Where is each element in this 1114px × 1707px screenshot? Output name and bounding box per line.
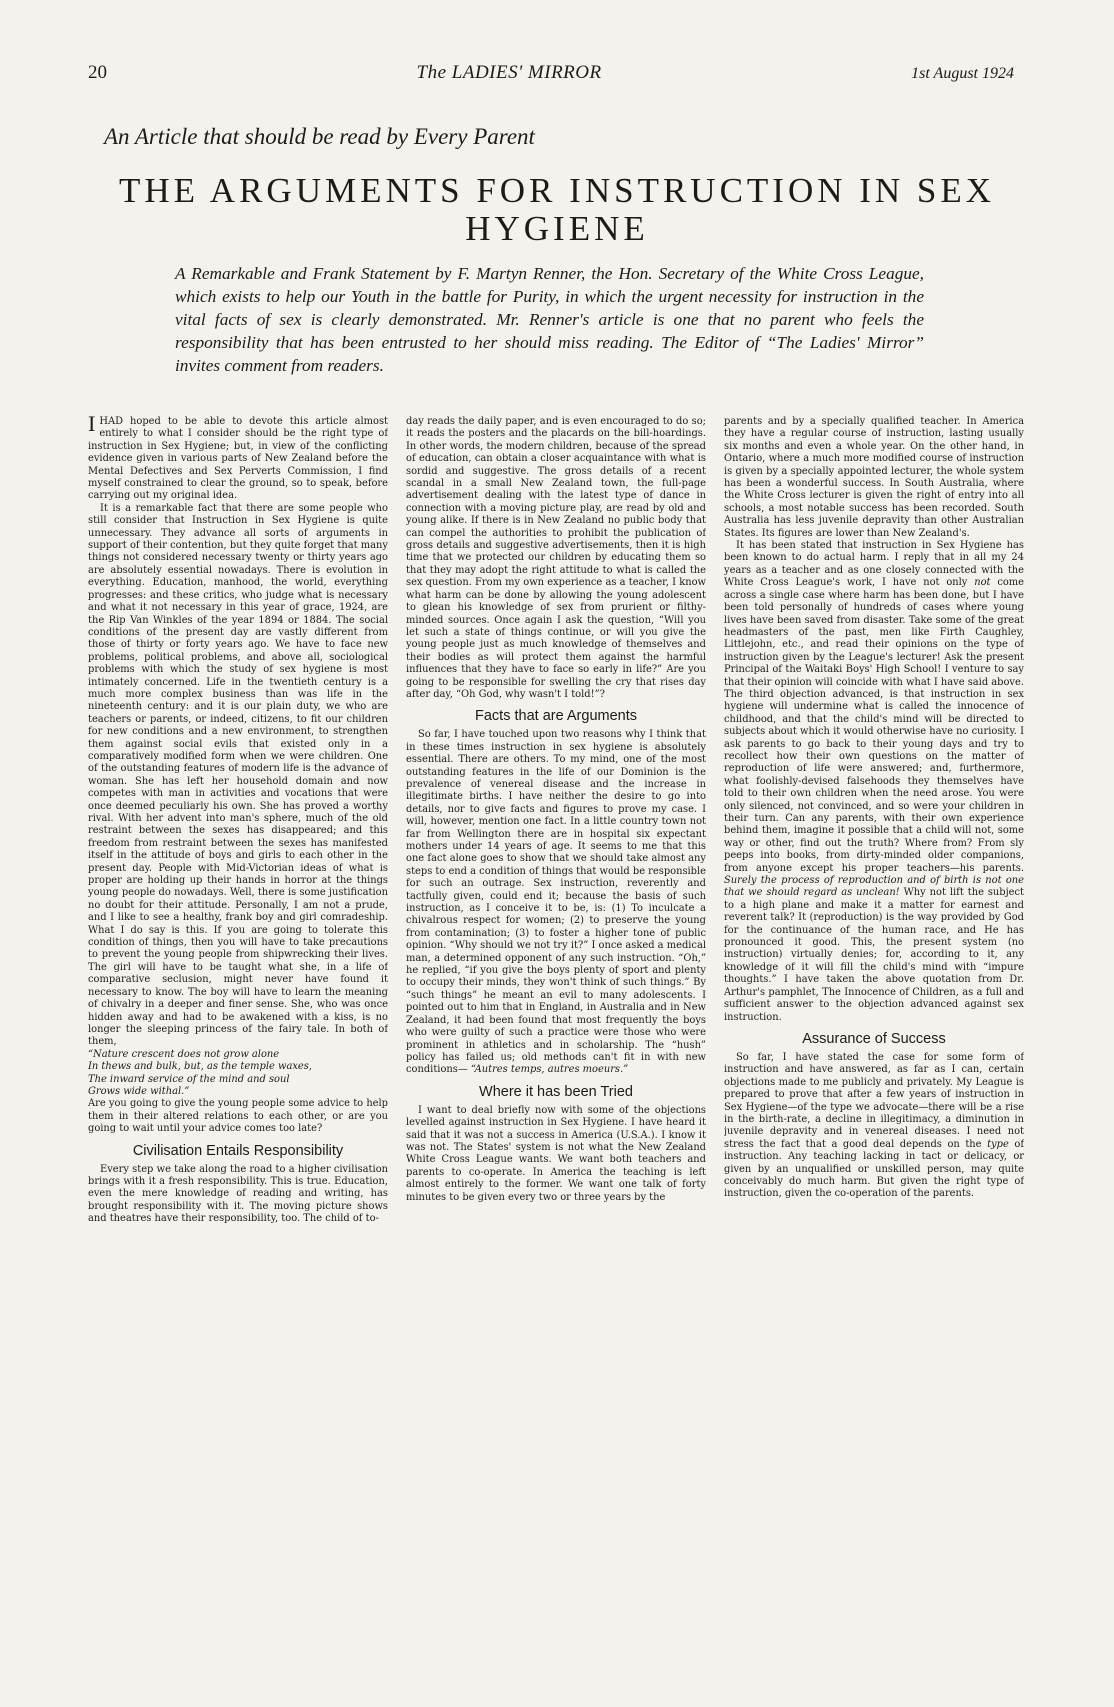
subheading-tried: Where it has been Tried <box>479 1083 633 1100</box>
column-2 <box>406 416 706 1686</box>
column-3 <box>724 416 1024 1686</box>
paragraph: parents and by a specially qualified teacher. In America they have a regular course of instruction, lasting usually six months and even a whole year. On the other hand, in Ontario, where a much more modified course of instruction is given by a specially appointed lecturer, the whole system has been a wonderful success. In South Australia, where the White Cross lecturer is given the right of entry into all schools, a most notable success has been recorded. South Australia has less juvenile depravity than other Australian States. Its figures are lower than New Zealand's. <box>724 416 1024 539</box>
paragraph: day reads the daily paper, and is even encouraged to do so; it reads the posters and the placards on the bill-hoardings. In other words, the modern children, because of the spread of education, can obtain a closer acquaintance with what is sordid and suggestive. The gross details of a recent scandal in a small New Zealand town, the full-page advertisement dealing with the latest type of dance in connection with a moving picture play, are read by old and young alike. If there is in New Zealand no public body that can compel the authorities to prohibit the publication of gross details and suggestive advertisements, then it is high time that we protected our children by educating them so that they may adopt the right attitude to what is called the sex question. From my own experience as a teacher, I know what harm can be done by allowing the young adolescent to glean his knowledge of sex from prurient or filthy-minded sources. Once again I ask the question, “Will you let such a state of things continue, or will you give the young people just as much knowledge of themselves and their bodies as will protect them against the harmful influences that they have to face so early in life?” Are you going to be responsible for swelling the cry that rises day after day, “Oh God, why wasn't I told!”? <box>406 416 706 700</box>
issue-date: 1st August 1924 <box>911 65 1014 82</box>
article-body <box>88 416 1024 1686</box>
verse-line: “Nature crescent does not grow alone <box>88 1048 280 1060</box>
verse-line: In thews and bulk, but, as the temple waxes, <box>88 1061 312 1073</box>
article-kicker: An Article that should be read by Every Parent <box>104 124 535 149</box>
quote: “Autres temps, autres moeurs.” <box>470 1064 629 1076</box>
paragraph: Are you going to give the young people some advice to help them in their altered relations to each other, or are you going to wait until your advice comes too late? <box>88 1098 388 1135</box>
subheading-success: Assurance of Success <box>802 1030 946 1047</box>
subheading-facts: Facts that are Arguments <box>475 708 637 725</box>
paragraph: I want to deal briefly now with some of the objections levelled against instruction in Sex Hygiene. I have heard it said that it was not a success in America (U.S.A.). I know it was not. The States' system is not what the New Zealand White Cross League wants. We want both teachers and parents to co-operate. In America the teaching is left almost entirely to the former. We want one talk of forty minutes to be given every two or three years by the <box>406 1104 706 1203</box>
subheading-civilisation: Civilisation Entails Responsibility <box>132 1142 344 1159</box>
column-1 <box>88 416 388 1686</box>
paragraph: It has been stated that instruction in Sex Hygiene has been known to do actual harm. I reply that in all my 24 years as a teacher and as one closely connected with the White Cross League's work, I have not only not come across a single case where harm has been done, but I have been told personally of hundreds of cases where young lives have been saved from disaster. Take some of the great headmasters of the past, men like Firth Caughley, Littlejohn, etc., and read their opinions on the type of instruction given by the League's lecturer! Ask the present Principal of the Waitaki Boys' High School! I venture to say that their opinion will coincide with what I have said above. The third objection advanced, is that instruction in sex hygiene will undermine what is called the innocence of childhood, and that the child's mind will be directed to subjects about which it would otherwise have no curiosity. I ask parents to go back to their young days and try to recollect how their own questions on the matter of reproduction of life were answered; and, furthermore, what foolishly-devised falsehoods they themselves have told to their own children when the need arose. You were only silenced, not convinced, and so were your children in their turn. Can any parents, with their own experience behind them, imagine it possible that a child will not, some way or other, find out the truth? Where from? From sly peeps into books, from dirty-minded older companions, from anyone except his proper teachers—his parents. Surely the process of reproduction and of birth is not one that we should regard as unclean! Why not lift the subject to a high plane and make it a matter for earnest and reverent talk? It (reproduction) is the way provided by God for the continuance of the human race, and He has pronounced it good. This, the present system (no instruction) virtually denies; for, according to it, any knowledge of it will fill the child's mind with “impure thoughts.” I have taken the above quotation from Dr. Arthur's pamphlet, The Innocence of Children, as a full and sufficient answer to the objection advanced against sex instruction. <box>724 540 1024 1023</box>
drop-cap: I <box>88 416 96 436</box>
running-head <box>88 62 1014 84</box>
paragraph: Every step we take along the road to a higher civilisation brings with it a fresh responsibility. This is true. Education, even the mere knowledge of reading and writing, has brought responsibility with it. The moving picture shows and theatres have their responsibility, too. The child of to- <box>88 1163 388 1225</box>
verse-line: The inward service of the mind and soul <box>88 1073 290 1085</box>
publication-title: The LADIES' MIRROR <box>416 62 602 83</box>
article-headline: THE ARGUMENTS FOR INSTRUCTION IN SEX HYGIENE <box>118 171 996 248</box>
page-number: 20 <box>88 62 107 83</box>
paragraph: So far, I have touched upon two reasons why I think that in these times instruction in sex hygiene is absolutely essential. There are others. To my mind, one of the most outstanding features in the life of our Dominion is the prevalence of venereal disease and the increase in illegitimate births. I have neither the desire to go into details, nor to give facts and figures to prove my case. I will, however, mention one fact. In a little country town not far from Wellington there are in hospital six expectant mothers under 14 years of age. It seems to me that this one fact alone goes to show that we should take almost any steps to end a condition of things that would be responsible for such an outrage. Sex instruction, reverently and tactfully given, could end it; because the basis of such instruction, as I conceive it to be, is: (1) To inculcate a chivalrous respect for women; (2) to preserve the young from contamination; (3) to foster a higher tone of public opinion. “Why should we not try it?” I once asked a medical man, a determined opponent of any such instruction. “Oh,” he replied, “if you give the boys plenty of sport and plenty to occupy their minds, they won't think of such things.” By “such things” he meant an evil to many adolescents. I pointed out to him that in England, in Australia and in New Zealand, it had been found that most frequently the boys who were guilty of such a practice were those who were prominent in athletics and in scholarship. The “hush” policy has failed us; old methods can't fit in with new conditions— “Autres temps, autres moeurs.” <box>406 729 706 1076</box>
paragraph: IHAD hoped to be able to devote this article almost entirely to what I consider should be the right type of instruction in Sex Hygiene; but, in view of the conflicting evidence given in various parts of New Zealand before the Mental Defectives and Sex Perverts Commission, I find myself constrained to clear the ground, so to speak, before carrying out my original idea. <box>88 416 388 502</box>
article-standfirst: A Remarkable and Frank Statement by F. Martyn Renner, the Hon. Secretary of the White Cross League, which exists to help our Youth in the battle for Purity, in which the urgent necessity for instruction in the vital facts of sex is clearly demonstrated. Mr. Renner's article is one that no parent who feels the responsibility that has been entrusted to her should miss reading. The Editor of “The Ladies' Mirror” invites comment from readers. <box>175 264 924 375</box>
verse-line: Grows wide withal.” <box>88 1085 190 1097</box>
paragraph: So far, I have stated the case for some form of instruction and have answered, as far as I can, certain objections made to me publicly and privately. My League is prepared to prove that after a few years of instruction in Sex Hygiene—of the type we advocate—there will be a rise in the birth-rate, a decline in illegitimacy, a diminution in juvenile depravity and in venereal diseases. I need not stress the fact that a good deal depends on the type of instruction. Any teaching lacking in tact or delicacy, or given by an unqualified or unskilled person, may quite conceivably do much harm. But given the right type of instruction, given the co-operation of the parents. <box>724 1051 1024 1200</box>
paragraph: It is a remarkable fact that there are some people who still consider that Instruction in Sex Hygiene is quite unnecessary. They advance all sorts of arguments in support of their contention, but they quite forget that many things not considered necessary twenty or thirty years ago are absolutely essential nowadays. There is evolution in everything. Education, manhood, the world, everything progresses: and these critics, who judge what is necessary and what it not necessary in this year of grace, 1924, are the Rip Van Winkles of the year 1894 or 1884. The social conditions of the present day are vastly different from those of thirty or forty years ago. We have to face new problems, political problems, and above all, sociological problems with which the study of sex hygiene is most intimately concerned. Life in the twentieth century is a much more complex business than was life in the nineteenth century: and it is our plain duty, we who are teachers or parents, or indeed, citizens, to fit our children for new conditions and a new environment, to strengthen them against social evils that existed only in a comparatively modified form when we were children. One of the outstanding features of modern life is the advance of woman. She has left her household domain and now competes with man in activities and vocations that were once deemed peculiarly his own. She has proved a worthy rival. With her advent into man's sphere, much of the old restraint between the sexes has disappeared; and this freedom from restraint between the sexes has manifested itself in the attitude of boys and girls to each other in the present day. People with Mid-Victorian ideas of what is proper are holding up their hands in horror at the things young people do nowadays. Well, there is some justification no doubt for their attitude. Personally, I am not a prude, and I like to see a healthy, frank boy and girl comradeship. What I do say is this. If you are going to tolerate this condition of things, then you will have to take precautions to prevent the young people from shipwrecking their lives. The girl will have to be taught what she, in a life of comparative seclusion, might never have found it necessary to know. The boy will have to learn the meaning of chivalry in a deeper and finer sense. She, who was once hidden away and had to be awakened with a kiss, is no longer the sleeping princess of the fairy tale. In both of them, <box>88 502 388 1048</box>
